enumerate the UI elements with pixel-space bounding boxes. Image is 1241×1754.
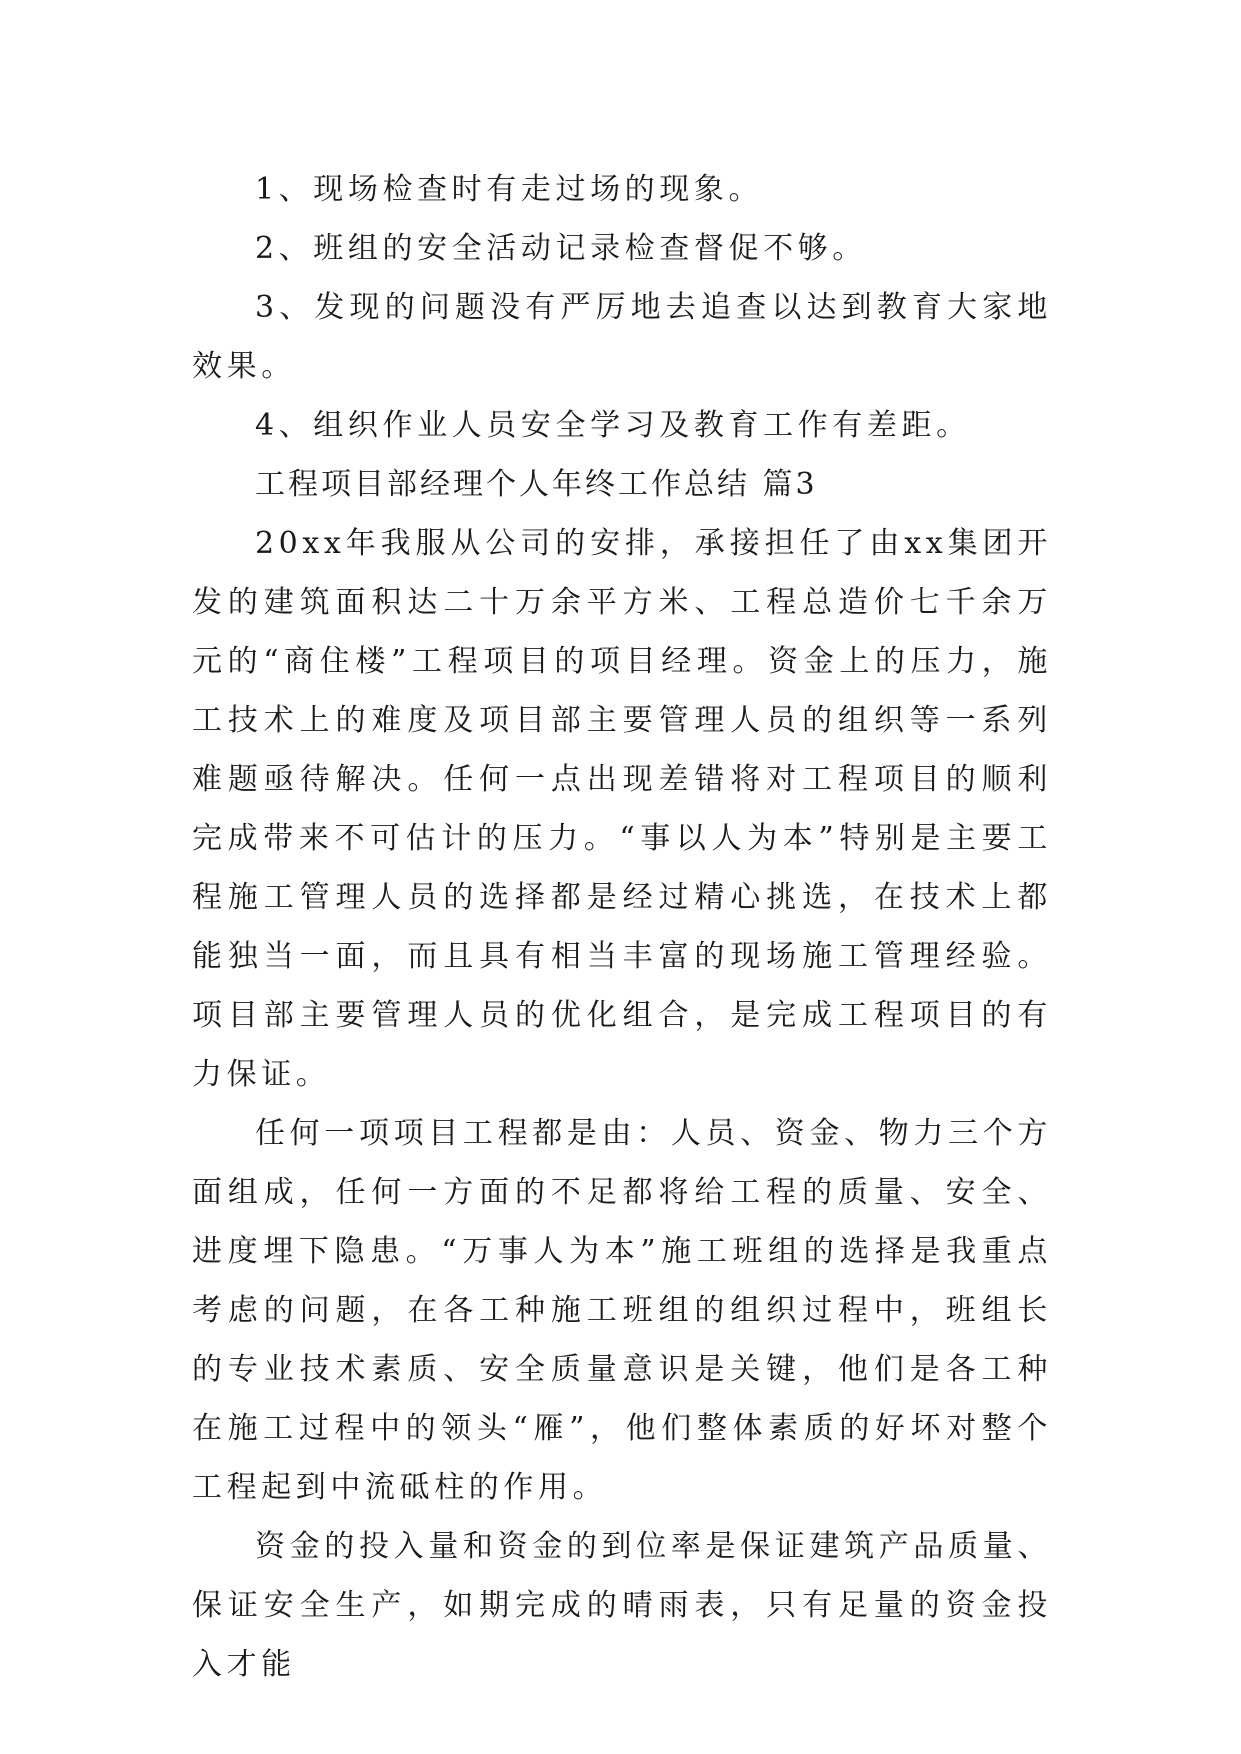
list-item-4: 4、组织作业人员安全学习及教育工作有差距。 [255,408,971,443]
list-item-3: 3、发现的问题没有严厉地去追查以达到教育大家地效果。 [192,290,1052,384]
section-heading: 工程项目部经理个人年终工作总结 篇3 [255,467,818,502]
body-paragraph-1: 20xx年我服从公司的安排，承接担任了由xx集团开发的建筑面积达二十万余平方米、工程总造价七千余万元的“商住楼”工程项目的项目经理。资金上的压力，施工技术上的难度及项目部主要管理人员的组织等一系列难题亟待解决。任何一点出现差错将对工程项目的顺利完成带来不可估计的压力。“事以人为本”特别是主要工程施工管理人员的选择都是经过精心挑选，在技术上都能独当一面，而且具有相当丰富的现场施工管理经验。项目部主要管理人员的优化组合，是完成工程项目的有力保证。 [192,526,1052,1092]
list-item-1: 1、现场检查时有走过场的现象。 [255,172,764,207]
body-paragraph-3: 资金的投入量和资金的到位率是保证建筑产品质量、保证安全生产，如期完成的晴雨表，只有足量的资金投入才能 [192,1529,1052,1682]
list-item-2: 2、班组的安全活动记录检查督促不够。 [255,231,867,266]
body-paragraph-2: 任何一项项目工程都是由：人员、资金、物力三个方面组成，任何一方面的不足都将给工程的质量、安全、进度埋下隐患。“万事人为本”施工班组的选择是我重点考虑的问题，在各工种施工班组的组织过程中，班组长的专业技术素质、安全质量意识是关键，他们是各工种在施工过程中的领头“雁”，他们整体素质的好坏对整个工程起到中流砥柱的作用。 [192,1116,1052,1505]
document-body [192,160,1052,1694]
